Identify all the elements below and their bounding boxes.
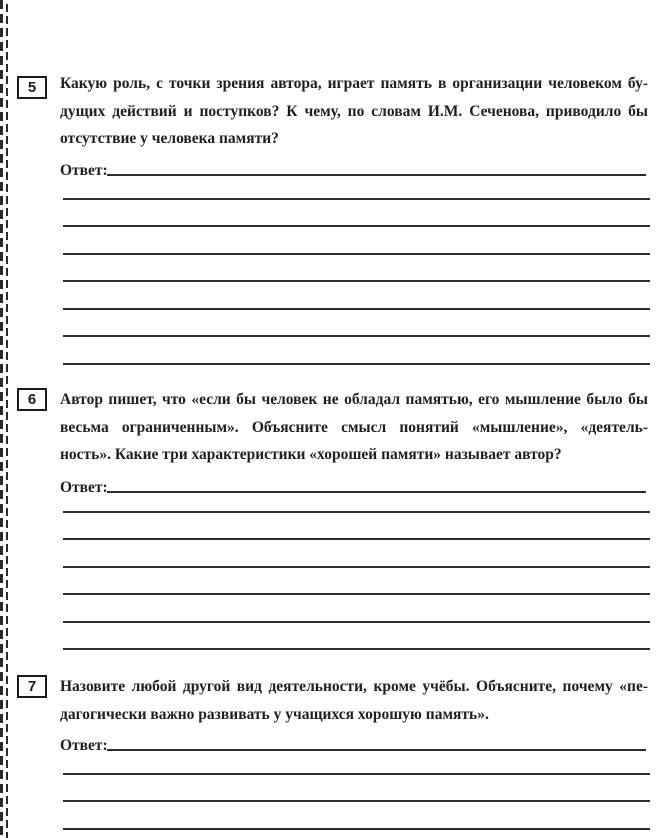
answer-line[interactable] bbox=[63, 337, 650, 365]
question-7-text bbox=[60, 673, 648, 728]
answer-line[interactable] bbox=[63, 775, 650, 803]
question-6-number: 6 bbox=[27, 391, 37, 408]
question-6-number-box bbox=[17, 388, 47, 411]
answer-line[interactable] bbox=[63, 485, 650, 513]
answer-line[interactable] bbox=[63, 623, 650, 651]
question-5-answer-label: Ответ: bbox=[60, 162, 108, 179]
question-5-text bbox=[60, 70, 648, 153]
answer-line[interactable] bbox=[63, 595, 650, 623]
answer-line[interactable] bbox=[63, 227, 650, 255]
question-7-answer-lines bbox=[63, 747, 650, 830]
perforation-dashed-line-inner bbox=[6, 0, 8, 838]
answer-line[interactable] bbox=[63, 172, 650, 200]
question-7-text-line: Назовите любой другой вид деятельности, кроме учёбы. Объясните, почему «пе- bbox=[60, 678, 648, 695]
question-5-text-line: Какую роль, с точки зрения автора, играет память в организации человеком бу- bbox=[60, 75, 648, 92]
question-5-answer-lines bbox=[63, 172, 650, 365]
question-6-answer-lines bbox=[63, 485, 650, 650]
question-6-answer-label: Ответ: bbox=[60, 479, 108, 496]
question-6-text bbox=[60, 386, 648, 469]
answer-line[interactable] bbox=[63, 200, 650, 228]
question-5-number: 5 bbox=[27, 79, 37, 96]
question-7-answer-label: Ответ: bbox=[60, 737, 108, 754]
answer-line[interactable] bbox=[63, 747, 650, 775]
question-7-number: 7 bbox=[27, 678, 37, 695]
question-6-text-line: весьма ограниченным». Объясните смысл понятий «мышление», «деятель- bbox=[60, 418, 648, 436]
answer-line[interactable] bbox=[63, 540, 650, 568]
question-6-text-line: Автор пишет, что «если бы человек не обладал памятью, его мышление было бы bbox=[60, 391, 648, 408]
answer-line[interactable] bbox=[63, 568, 650, 596]
question-5-text-line: дущих действий и поступков? К чему, по словам И.М. Сеченова, приводило бы bbox=[60, 102, 648, 120]
answer-line[interactable] bbox=[63, 802, 650, 830]
answer-line[interactable] bbox=[63, 255, 650, 283]
answer-line[interactable] bbox=[63, 513, 650, 541]
question-5-text-line: отсутствие у человека памяти? bbox=[60, 130, 279, 147]
perforation-dashed-line-outer bbox=[0, 0, 3, 838]
question-5-number-box bbox=[17, 76, 47, 99]
answer-line[interactable] bbox=[63, 310, 650, 338]
answer-line[interactable] bbox=[63, 282, 650, 310]
question-7-number-box bbox=[17, 675, 47, 698]
question-6-text-line: ность». Какие три характеристики «хорошей памяти» называет автор? bbox=[60, 446, 562, 463]
question-7-text-line: дагогически важно развивать у учащихся хорошую память». bbox=[60, 705, 489, 723]
